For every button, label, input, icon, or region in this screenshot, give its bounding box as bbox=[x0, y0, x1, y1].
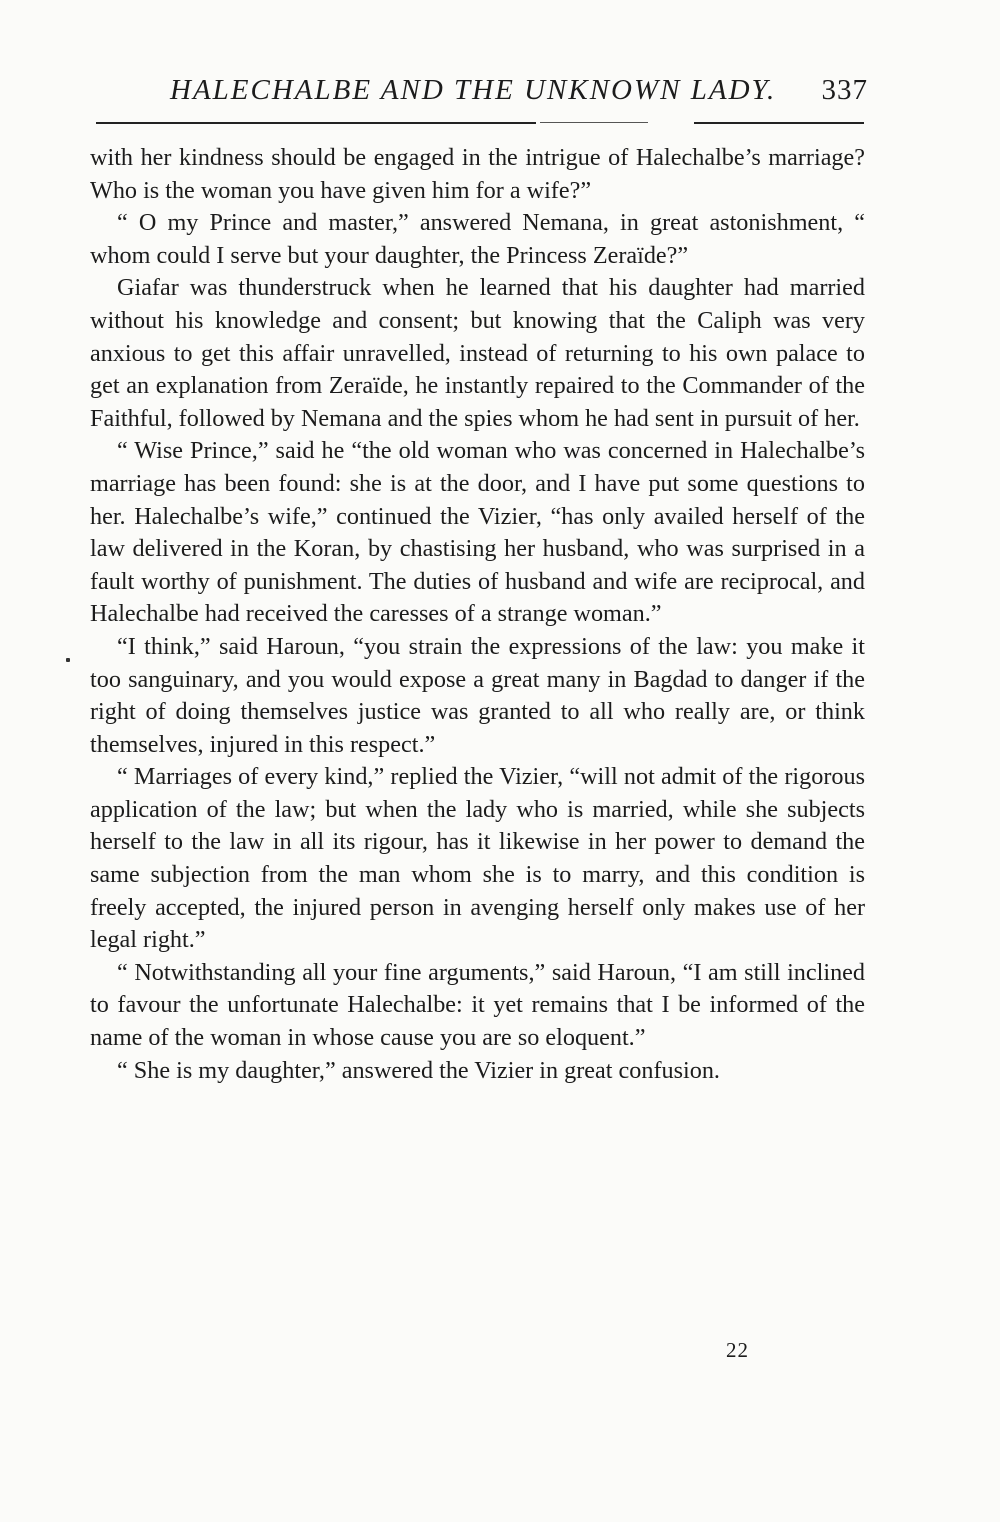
paragraph: “ Marriages of every kind,” replied the Vizier, “will not admit of the rigorous application of the law; but when the lady who is married, while she subjects herself to the law in all its rigour, has it likewise in her power to demand the same subjection from the man whom she is to marry, and this condition is freely accepted, the injured person in avenging herself only makes use of her legal right.” bbox=[90, 763, 865, 954]
running-title: HALECHALBE AND THE UNKNOWN LADY. bbox=[170, 74, 777, 106]
running-head bbox=[90, 74, 872, 114]
paragraph: “ She is my daughter,” answered the Vizier in great confusion. bbox=[117, 1056, 720, 1084]
paragraph: “ Wise Prince,” said he “the old woman who was concerned in Halechalbe’s marriage has been found: she is at the door, and I have put some questions to her. Halechalbe’s wife,” continued the Vizier, “has only availed herself of the law delivered in the Koran, by chastising her husband, who was surprised in a fault worthy of punishment. The duties of husband and wife are reciprocal, and Halechalbe had received the caresses of a strange woman.” bbox=[90, 437, 865, 628]
page-number: 337 bbox=[821, 74, 868, 106]
header-rule bbox=[694, 122, 864, 124]
margin-mark bbox=[66, 658, 70, 662]
body-text bbox=[90, 142, 865, 1087]
paragraph: “ O my Prince and master,” answered Nemana, in great astonishment, “ whom could I serve but your daughter, the Princess Zeraïde?” bbox=[90, 209, 865, 269]
paragraph: Giafar was thunderstruck when he learned that his daughter had married without his knowledge and consent; but knowing that the Caliph was very anxious to get this affair unravelled, instead of returning to his own palace to get an explanation from Zeraïde, he instantly repaired to the Commander of the Faithful, followed by Nemana and the spies whom he had sent in pursuit of her. bbox=[90, 274, 865, 432]
paragraph: “ Notwithstanding all your fine arguments,” said Haroun, “I am still inclined to favour the unfortunate Halechalbe: it yet remains that I be informed of the name of the woman in whose cause you are so eloquent.” bbox=[90, 958, 865, 1052]
paragraph: “I think,” said Haroun, “you strain the expressions of the law: you make it too sanguinary, and you would expose a great many in Bagdad to danger if the right of doing themselves justice was granted to all who really are, or think themselves, injured in this respect.” bbox=[90, 632, 865, 758]
header-rule bbox=[540, 122, 648, 123]
paragraph: with her kindness should be engaged in the intrigue of Halechalbe’s marriage? Who is the woman you have given him for a wife?” bbox=[90, 144, 865, 204]
signature-mark: 22 bbox=[726, 1338, 749, 1362]
header-rule bbox=[96, 122, 536, 124]
